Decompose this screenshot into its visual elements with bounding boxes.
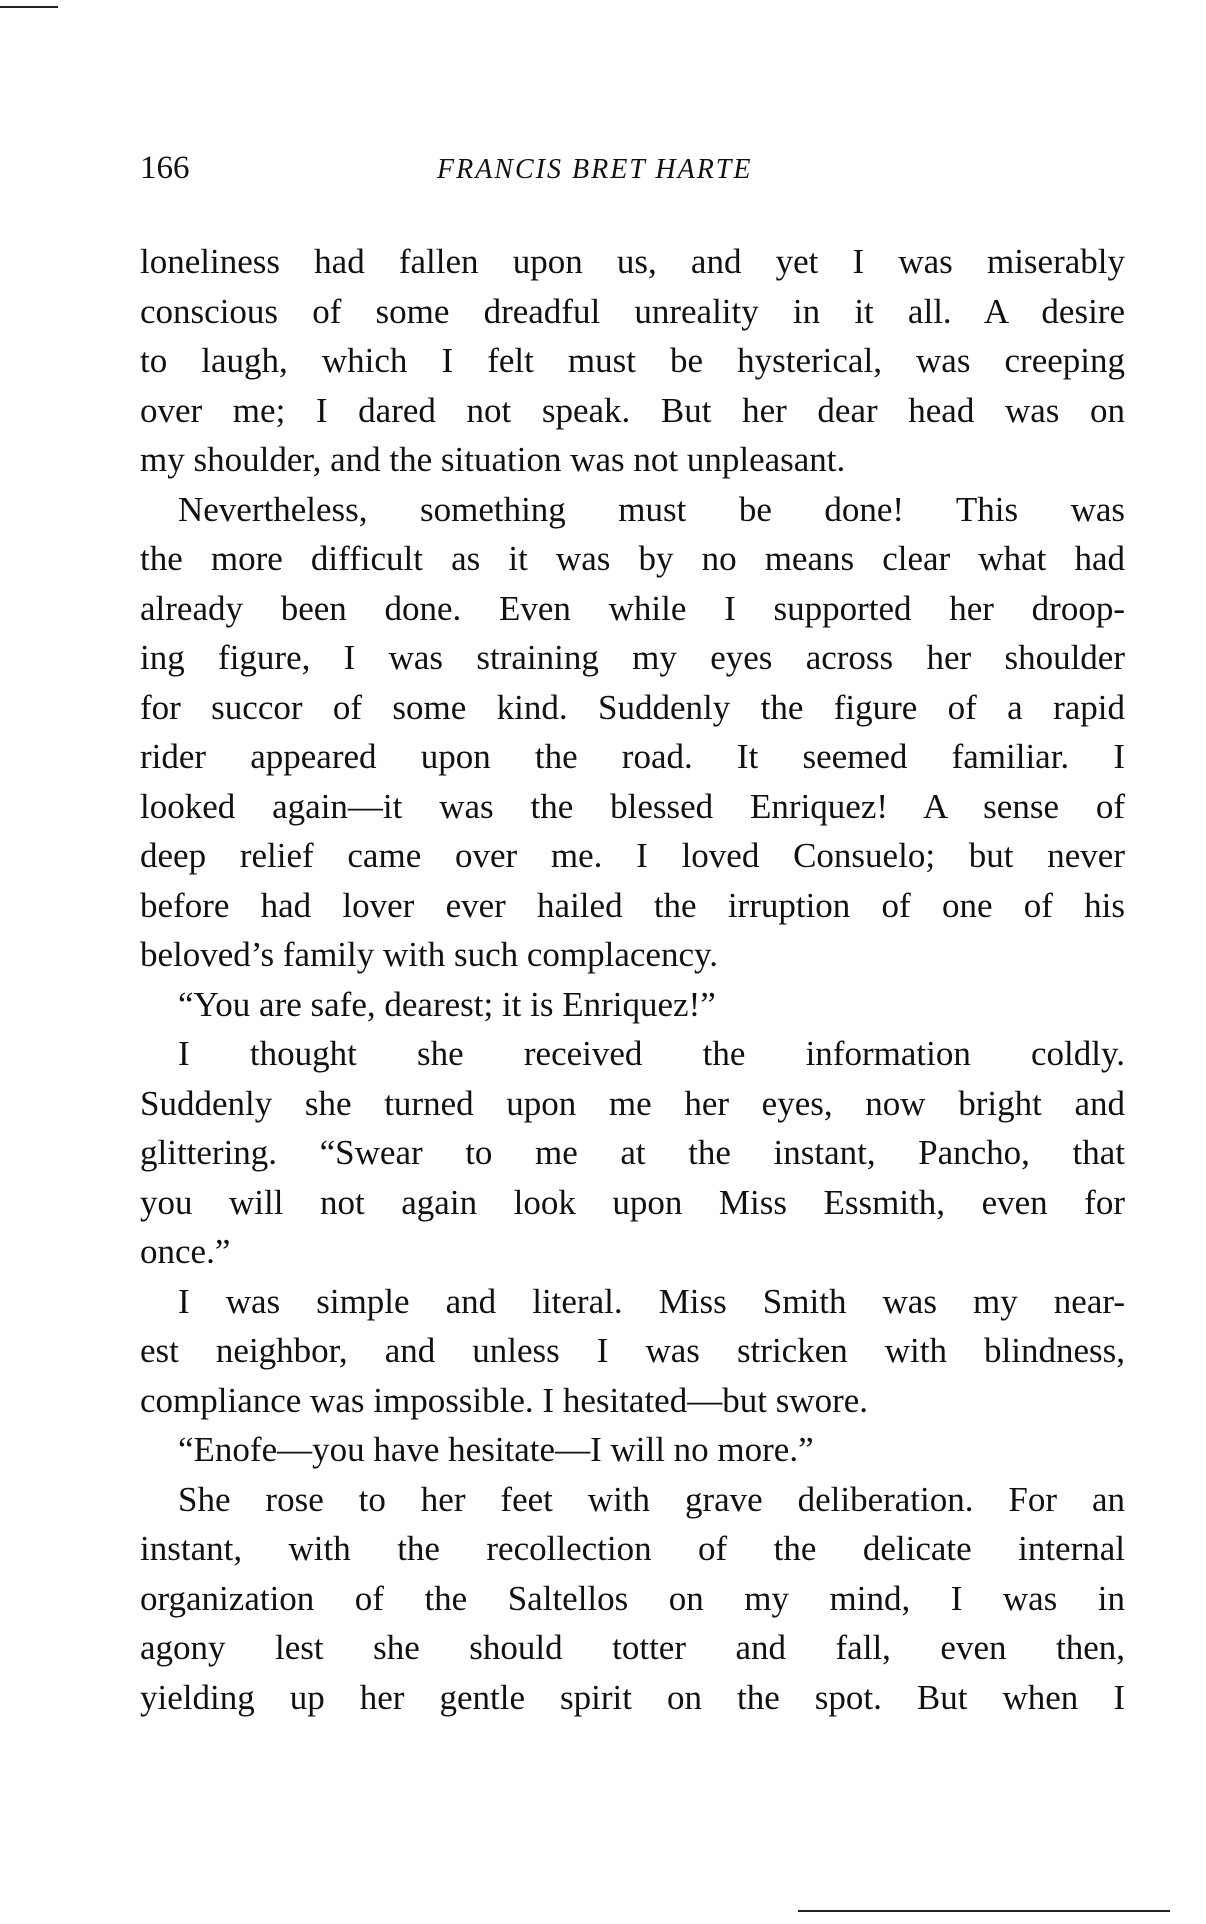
- text-line: looked again—it was the blessed Enriquez! A sense of: [140, 786, 1125, 826]
- text-line: compliance was impossible. I hesitated—but swore.: [140, 1380, 869, 1420]
- text-line: beloved’s family with such complacency.: [140, 935, 718, 974]
- text-line: before had lover ever hailed the irruption of one of his: [140, 885, 1125, 925]
- text-line: “Enofe—you have hesitate—I will no more.”: [178, 1430, 814, 1469]
- text-line: already been done. Even while I supported her droop-: [140, 588, 1125, 628]
- text-line: to laugh, which I felt must be hysterical, was creeping: [140, 341, 1125, 380]
- body-text: [140, 237, 1125, 1722]
- text-line: organization of the Saltellos on my mind, I was in: [140, 1578, 1125, 1618]
- text-line: once.”: [140, 1232, 231, 1271]
- text-line: my shoulder, and the situation was not unpleasant.: [140, 440, 846, 479]
- text-line: glittering. “Swear to me at the instant, Pancho, that: [140, 1133, 1125, 1172]
- text-line: for succor of some kind. Suddenly the figure of a rapid: [140, 687, 1125, 727]
- top-edge-rule: [0, 6, 58, 8]
- text-line: Suddenly she turned upon me her eyes, now bright and: [140, 1083, 1125, 1123]
- text-line: est neighbor, and unless I was stricken with blindness,: [140, 1331, 1125, 1370]
- text-line: She rose to her feet with grave deliberation. For an: [178, 1479, 1125, 1519]
- text-line: agony lest she should totter and fall, even then,: [140, 1628, 1125, 1667]
- page-header: [140, 145, 1140, 191]
- text-line: deep relief came over me. I loved Consuelo; but never: [140, 836, 1125, 875]
- bottom-edge-rule: [798, 1910, 1170, 1912]
- text-line: over me; I dared not speak. But her dear head was on: [140, 390, 1125, 430]
- text-line: “You are safe, dearest; it is Enriquez!”: [178, 984, 716, 1024]
- text-line: Nevertheless, something must be done! This was: [178, 489, 1125, 529]
- text-line: rider appeared upon the road. It seemed familiar. I: [140, 737, 1125, 776]
- text-line: instant, with the recollection of the delicate internal: [140, 1529, 1125, 1568]
- text-line: the more difficult as it was by no means clear what had: [140, 539, 1125, 578]
- text-line: I thought she received the information coldly.: [178, 1034, 1125, 1073]
- text-line: you will not again look upon Miss Essmith, even for: [140, 1182, 1125, 1222]
- text-line: conscious of some dreadful unreality in it all. A desire: [140, 291, 1125, 331]
- text-line: ing figure, I was straining my eyes across her shoulder: [140, 638, 1125, 677]
- text-line: loneliness had fallen upon us, and yet I was miserably: [140, 242, 1125, 281]
- page-number: 166: [140, 150, 190, 186]
- text-line: yielding up her gentle spirit on the spot. But when I: [140, 1677, 1125, 1717]
- text-line: I was simple and literal. Miss Smith was my near-: [178, 1281, 1125, 1321]
- running-head: FRANCIS BRET HARTE: [437, 154, 753, 185]
